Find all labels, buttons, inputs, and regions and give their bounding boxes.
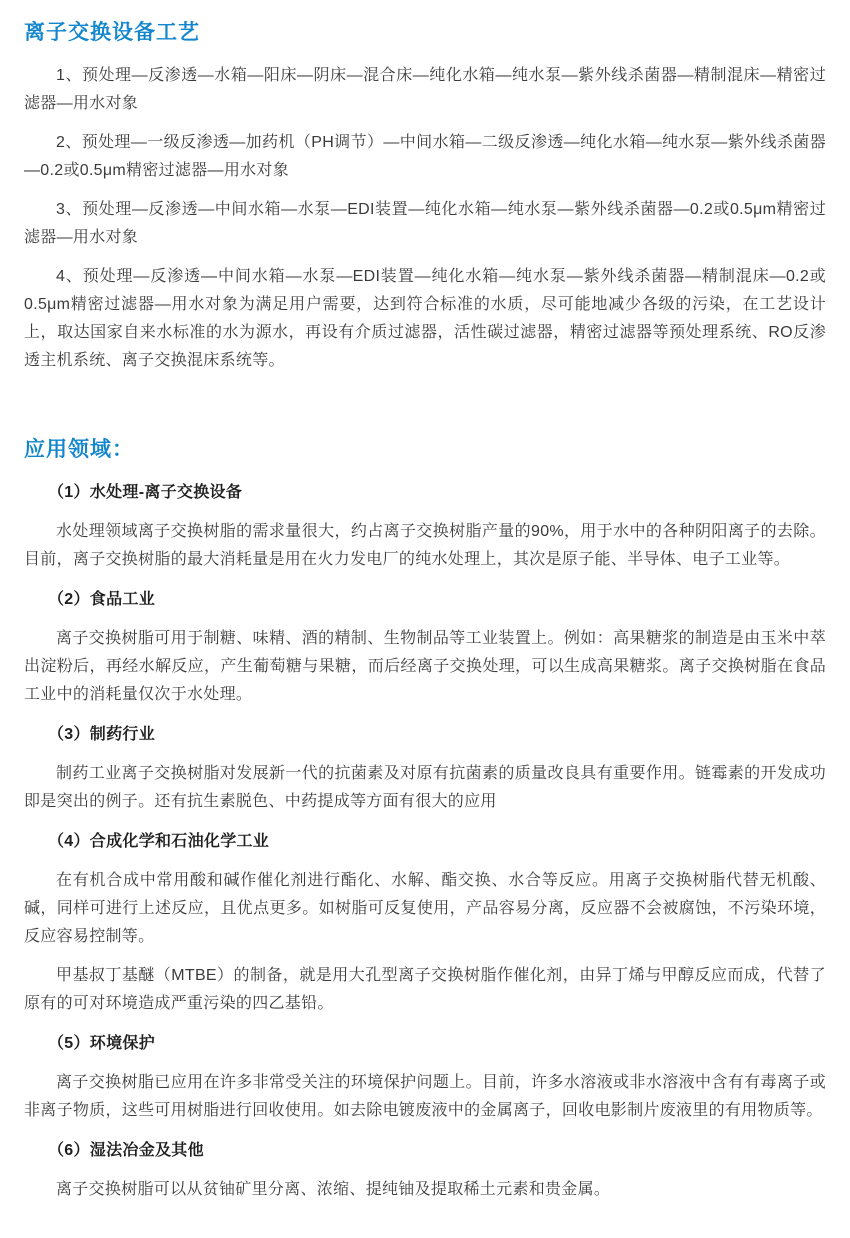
process-step-4: 4、预处理—反渗透—中间水箱—水泵—EDI装置—纯化水箱—纯水泵—紫外线杀菌器—精制混床—0.2或0.5μm精密过滤器—用水对象为满足用户需要，达到符合标准的水质，尽可能地减少各级的污染，在工艺设计上，取达国家自来水标准的水为源水，再设有介质过滤器，活性碳过滤器，精密过滤器等预处理系统、RO反渗透主机系统、离子交换混床系统等。 — [24, 268, 826, 369]
application-heading-2: （2）食品工业 — [48, 591, 155, 608]
process-step-2: 2、预处理—一级反渗透—加药机（PH调节）—中间水箱—二级反渗透—纯化水箱—纯水泵—紫外线杀菌器—0.2或0.5μm精密过滤器—用水对象 — [24, 134, 826, 179]
application-paragraph: 离子交换树脂可以从贫铀矿里分离、浓缩、提纯铀及提取稀土元素和贵金属。 — [56, 1181, 611, 1198]
application-item-food-industry — [24, 586, 826, 709]
application-heading-6: （6）湿法冶金及其他 — [48, 1142, 204, 1159]
application-paragraph: 制药工业离子交换树脂对发展新一代的抗菌素及对原有抗菌素的质量改良具有重要作用。链霉素的开发成功即是突出的例子。还有抗生素脱色、中药提成等方面有很大的应用 — [24, 765, 826, 810]
application-item-synthetic-chemistry — [24, 828, 826, 1018]
application-heading-3: （3）制药行业 — [48, 726, 155, 743]
applications-section-title: 应用领域： — [24, 438, 134, 461]
application-paragraph: 甲基叔丁基醚（MTBE）的制备，就是用大孔型离子交换树脂作催化剂，由异丁烯与甲醇反应而成，代替了原有的可对环境造成严重污染的四乙基铅。 — [24, 967, 826, 1012]
process-step-1: 1、预处理—反渗透—水箱—阳床—阴床—混合床—纯化水箱—纯水泵—紫外线杀菌器—精制混床—精密过滤器—用水对象 — [24, 67, 826, 112]
application-paragraph: 在有机合成中常用酸和碱作催化剂进行酯化、水解、酯交换、水合等反应。用离子交换树脂代替无机酸、碱，同样可进行上述反应，且优点更多。如树脂可反复使用，产品容易分离，反应器不会被腐蚀，不污染环境，反应容易控制等。 — [24, 872, 826, 945]
application-item-hydrometallurgy — [24, 1137, 826, 1204]
process-section-title: 离子交换设备工艺 — [24, 21, 200, 44]
application-heading-1: （1）水处理-离子交换设备 — [48, 484, 243, 501]
application-heading-4: （4）合成化学和石油化学工业 — [48, 833, 270, 850]
application-heading-5: （5）环境保护 — [48, 1035, 155, 1052]
application-item-water-treatment — [24, 479, 826, 574]
process-step-3: 3、预处理—反渗透—中间水箱—水泵—EDI装置—纯化水箱—纯水泵—紫外线杀菌器—0.2或0.5μm精密过滤器—用水对象 — [24, 201, 826, 246]
application-paragraph: 离子交换树脂可用于制糖、味精、酒的精制、生物制品等工业装置上。例如：高果糖浆的制造是由玉米中萃出淀粉后，再经水解反应，产生葡萄糖与果糖，而后经离子交换处理，可以生成高果糖浆。离子交换树脂在食品工业中的消耗量仅次于水处理。 — [24, 630, 826, 703]
application-paragraph: 离子交换树脂已应用在许多非常受关注的环境保护问题上。目前，许多水溶液或非水溶液中含有有毒离子或非离子物质，这些可用树脂进行回收使用。如去除电镀废液中的金属离子，回收电影制片废液里的有用物质等。 — [24, 1074, 826, 1119]
application-paragraph: 水处理领域离子交换树脂的需求量很大，约占离子交换树脂产量的90%，用于水中的各种阴阳离子的去除。目前，离子交换树脂的最大消耗量是用在火力发电厂的纯水处理上，其次是原子能、半导体、电子工业等。 — [24, 523, 826, 568]
application-item-environment — [24, 1030, 826, 1125]
application-item-pharma — [24, 721, 826, 816]
